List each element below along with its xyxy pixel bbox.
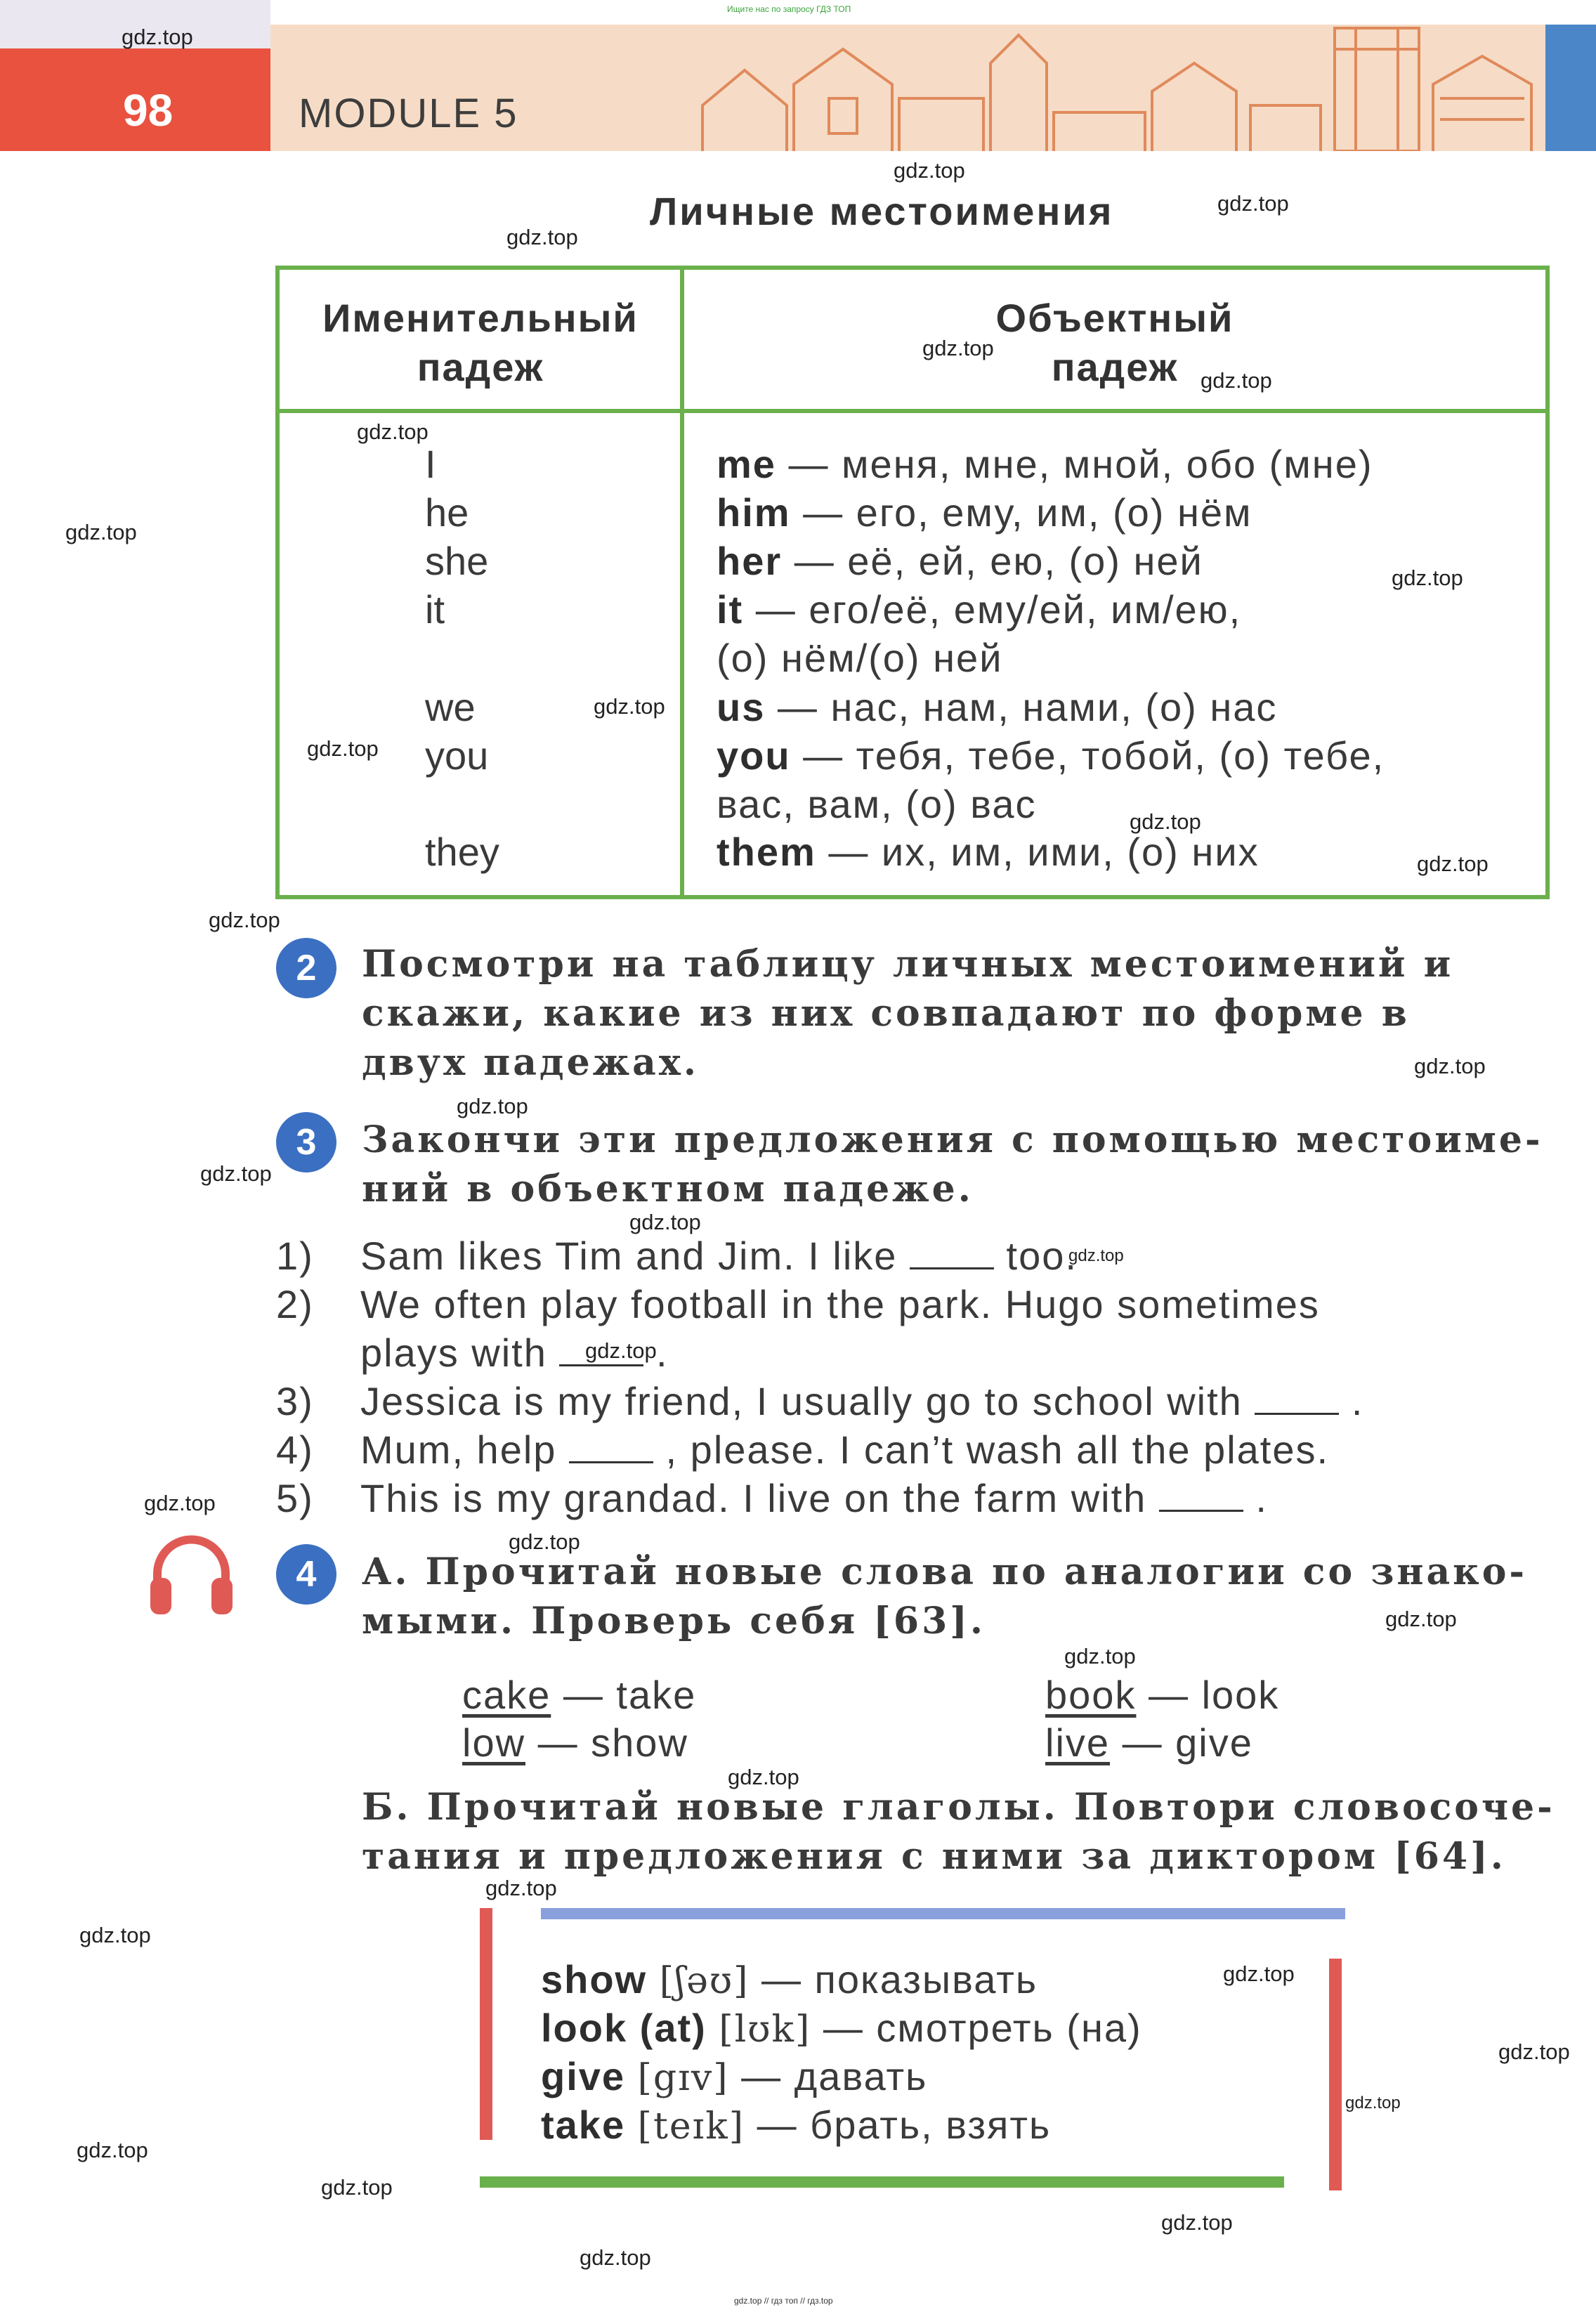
watermark: gdz.top: [580, 2245, 651, 2270]
watermark: gdz.top: [1068, 1246, 1124, 1265]
sentence-text: , please. I can’t wash all the plates.: [653, 1428, 1330, 1472]
word-pair: low — show: [462, 1720, 688, 1765]
watermark: gdz.top: [585, 1338, 657, 1363]
object-pronoun: it: [717, 587, 744, 632]
verb-transcription: [teɪk]: [637, 2105, 745, 2148]
watermark: gdz.top: [1385, 1607, 1457, 1631]
known-word: give: [1175, 1720, 1253, 1765]
watermark: gdz.top: [65, 520, 137, 544]
verb-entry: [541, 2102, 1051, 2148]
verb-meaning: — давать: [741, 2054, 928, 2098]
object-pronoun-row: [717, 733, 1385, 778]
subject-pronoun: he: [425, 490, 469, 535]
exercise-3-line: Закончи эти предложения с помощью местоиме-: [362, 1118, 1543, 1161]
object-pronoun: you: [717, 733, 791, 778]
verb-box-right-bar: [1329, 1959, 1342, 2190]
verb-word: show: [541, 1957, 648, 2001]
object-translation: — её, ей, ею, (о) ней: [782, 539, 1203, 583]
watermark: gdz.top: [1223, 1961, 1295, 1986]
verb-transcription: [lʊk]: [719, 2009, 811, 2051]
verb-entry: [541, 2053, 927, 2099]
sentence-text: Mum, help: [360, 1428, 569, 1472]
module-label: MODULE 5: [299, 91, 518, 136]
sentence-text: Sam likes Tim and Jim. I like: [360, 1234, 910, 1278]
sentence-number: 1): [276, 1234, 314, 1278]
object-pronoun: us: [717, 685, 766, 729]
watermark: gdz.top: [594, 694, 665, 719]
watermark: gdz.top: [509, 1529, 580, 1554]
sentence-3: [276, 1378, 1364, 1424]
word-pair: book — look: [1045, 1673, 1280, 1717]
watermark: gdz.top: [506, 225, 578, 249]
sentence-text: We often play football in the park. Hugo sometimes: [360, 1282, 1320, 1326]
sentence-text: .: [643, 1331, 669, 1375]
watermark: gdz.top: [894, 158, 965, 183]
verb-meaning: — показывать: [761, 1957, 1038, 2001]
header-line: Именительный: [322, 296, 639, 340]
object-translation: вас, вам, (о) вас: [717, 782, 1037, 826]
watermark: gdz.top: [1414, 1054, 1486, 1078]
object-pronoun: her: [717, 539, 783, 583]
verb-meaning: — брать, взять: [757, 2103, 1052, 2147]
watermark: gdz.top: [922, 336, 994, 360]
section-title: Личные местоимения: [650, 189, 1114, 233]
subject-pronoun: I: [425, 442, 436, 486]
exercise-4b-line: Б. Прочитай новые глаголы. Повтори словосоче-: [362, 1786, 1555, 1829]
verb-transcription: [ʃəʊ]: [659, 1960, 750, 2002]
sentence-text: .: [1339, 1379, 1364, 1423]
answer-blank[interactable]: [910, 1239, 994, 1269]
sentence-text: Jessica is my friend, I usually go to school with: [360, 1379, 1255, 1423]
table-header-divider: [275, 409, 1550, 413]
object-translation: — тебя, тебе, тобой, (о) тебе,: [790, 733, 1385, 778]
watermark: gdz.top: [457, 1094, 528, 1118]
watermark: gdz.top: [728, 1765, 799, 1789]
watermark: gdz.top: [629, 1210, 701, 1234]
sentence-number: 3): [276, 1379, 314, 1423]
sentence-1: [276, 1233, 1078, 1279]
object-translation: — нас, нам, нами, (о) нас: [765, 685, 1278, 729]
sentence-5: [276, 1475, 1268, 1521]
subject-pronoun: we: [425, 685, 476, 729]
object-pronoun: him: [717, 490, 791, 535]
page-number: 98: [123, 85, 174, 136]
word-pair: live — give: [1045, 1720, 1253, 1765]
table-header-nominative: [281, 294, 680, 392]
verb-box-top-bar: [541, 1908, 1345, 1919]
subject-pronoun: it: [425, 587, 445, 632]
object-pronoun-row: [717, 490, 1252, 535]
exercise-4a-line: А. Прочитай новые слова по аналогии со знако-: [362, 1550, 1528, 1593]
header-blue-band: [1545, 25, 1596, 151]
sentence-text: This is my grandad. I live on the farm with: [360, 1476, 1159, 1520]
verb-word: take: [541, 2103, 626, 2147]
exercise-number-2: 2: [276, 938, 336, 998]
watermark: gdz.top: [1417, 851, 1489, 876]
watermark: gdz.top: [1130, 809, 1201, 834]
exercise-4b-line: тания и предложения с ними за диктором [64].: [362, 1835, 1506, 1878]
header-line: Объектный: [995, 296, 1234, 340]
sentence-number: 2): [276, 1282, 314, 1326]
subject-pronoun: they: [425, 830, 499, 874]
exercise-2-line: двух падежах.: [362, 1041, 699, 1084]
object-pronoun: me: [717, 442, 776, 486]
watermark: gdz.top: [122, 25, 193, 49]
verb-box-left-bar: [480, 1908, 492, 2140]
exercise-3-line: ний в объектном падеже.: [362, 1168, 974, 1210]
new-word: live: [1045, 1720, 1111, 1765]
object-translation: — их, им, ими, (о) них: [816, 830, 1260, 874]
city-skyline-illustration: [688, 21, 1545, 151]
verb-entry: [541, 1957, 1038, 2002]
table-header-objective: [684, 294, 1545, 392]
footer-note: gdz.top // гдз топ // гдз.top: [734, 2296, 833, 2306]
object-translation: — его, ему, им, (о) нём: [790, 490, 1252, 535]
sentence-text: .: [1243, 1476, 1268, 1520]
object-pronoun-row: [717, 538, 1203, 584]
watermark: gdz.top: [1345, 2094, 1401, 2112]
sentence-text: too.: [993, 1234, 1078, 1278]
new-word: book: [1045, 1673, 1137, 1717]
object-pronoun-row: [717, 684, 1277, 730]
header-line: падеж: [1051, 345, 1179, 389]
new-word: low: [462, 1720, 526, 1765]
watermark: gdz.top: [1392, 566, 1463, 590]
exercise-number-3: 3: [276, 1112, 336, 1173]
watermark: gdz.top: [1064, 1644, 1136, 1668]
subject-pronoun: she: [425, 539, 489, 583]
watermark: gdz.top: [357, 419, 429, 444]
sentence-2: [276, 1281, 1320, 1327]
watermark: gdz.top: [485, 1876, 557, 1900]
exercise-number-4: 4: [276, 1544, 336, 1605]
sentence-number: 5): [276, 1476, 314, 1520]
watermark: gdz.top: [1161, 2210, 1233, 2235]
object-pronoun-row: [717, 441, 1373, 487]
verb-word: give: [541, 2054, 626, 2098]
watermark: gdz.top: [144, 1491, 216, 1515]
watermark: gdz.top: [79, 1923, 151, 1947]
answer-blank[interactable]: [569, 1433, 653, 1463]
verb-word: look (at): [541, 2006, 707, 2050]
known-word: show: [591, 1720, 688, 1765]
object-translation: — его/её, ему/ей, им/ею,: [743, 587, 1242, 632]
exercise-2-line: Посмотри на таблицу личных местоимений и: [362, 943, 1454, 986]
verb-entry: [541, 2005, 1142, 2051]
subject-pronoun: you: [425, 733, 489, 778]
answer-blank[interactable]: [1159, 1482, 1243, 1512]
top-note: Ищите нас по запросу ГДЗ ТОП: [727, 4, 851, 14]
sentence-number: 4): [276, 1428, 314, 1472]
verb-box-bottom-bar: [480, 2176, 1284, 2188]
watermark: gdz.top: [307, 736, 379, 761]
headphones-icon: [148, 1531, 235, 1616]
exercise-4a-line: мыми. Проверь себя [63].: [362, 1600, 986, 1642]
known-word: take: [616, 1673, 697, 1717]
object-translation: (о) нём/(о) ней: [717, 636, 1003, 680]
sentence-text: plays with: [360, 1331, 560, 1375]
watermark: gdz.top: [1201, 368, 1272, 393]
verb-meaning: — смотреть (на): [823, 2006, 1142, 2050]
object-pronoun-row: [717, 635, 1002, 681]
new-word: cake: [462, 1673, 551, 1717]
watermark: gdz.top: [200, 1161, 272, 1186]
known-word: look: [1201, 1673, 1280, 1717]
object-pronoun-row: [717, 587, 1241, 632]
object-pronoun: them: [717, 830, 816, 874]
watermark: gdz.top: [1498, 2039, 1570, 2064]
object-pronoun-row: [717, 829, 1260, 875]
watermark: gdz.top: [77, 2138, 148, 2162]
watermark: gdz.top: [209, 908, 280, 932]
verb-transcription: [gɪv]: [637, 2057, 729, 2099]
header-line: падеж: [417, 345, 544, 389]
word-pair: cake — take: [462, 1673, 697, 1717]
object-translation: — меня, мне, мной, обо (мне): [776, 442, 1373, 486]
watermark: gdz.top: [1217, 191, 1289, 216]
exercise-2-line: скажи, какие из них совпадают по форме в: [362, 992, 1410, 1035]
answer-blank[interactable]: [1255, 1385, 1339, 1415]
sentence-4: [276, 1427, 1329, 1472]
watermark: gdz.top: [321, 2175, 393, 2200]
object-pronoun-row: [717, 781, 1037, 827]
